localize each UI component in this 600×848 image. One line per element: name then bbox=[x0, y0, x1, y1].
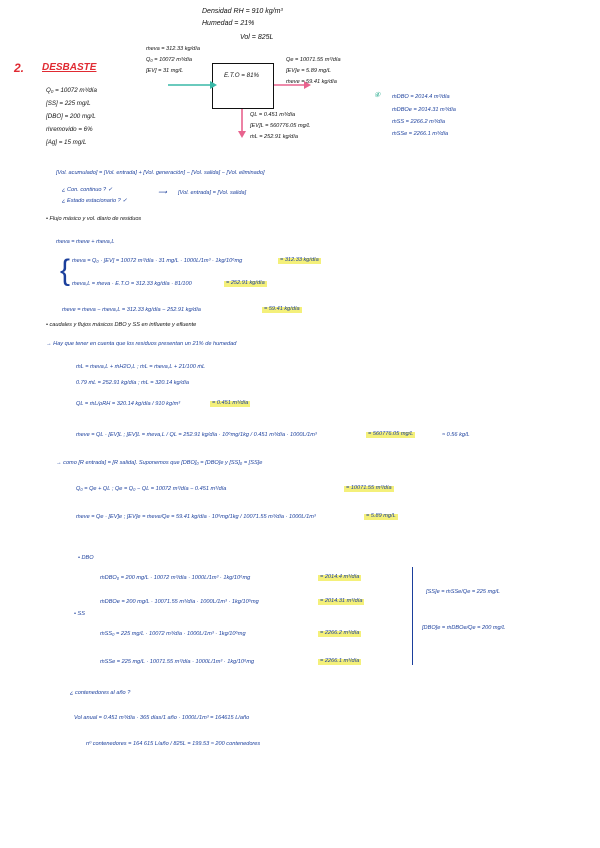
results-marker: ④ bbox=[374, 92, 381, 99]
dbo-influent-result: = 2014.4 m³/día bbox=[320, 574, 360, 580]
dbo-effluent-result: = 2014.31 m³/día bbox=[320, 598, 363, 604]
mass-eq-3: ṁeva,L = ṁeva · E.T.O = 312.33 kg/día · 81/100 bbox=[72, 281, 192, 287]
diagram-down-2: [EV]L = 560776.05 mg/L bbox=[250, 123, 311, 129]
ss-effluent-result: = 2266.1 m³/día bbox=[320, 658, 360, 664]
result-ss0: ṁSS = 2266.2 m³/día bbox=[392, 119, 446, 125]
diagram-in-2: Q₀ = 10072 m³/día bbox=[146, 57, 193, 63]
process-efficiency: E.T.O = 81% bbox=[224, 72, 260, 79]
dbo-effluent-conc: [DBO]e = ṁDBOe/Qe = 200 mg/L bbox=[422, 625, 506, 631]
containers-count-eq: nº contenedores = 164 615 L/año / 825L = 199.53 ≈ 200 contenedores bbox=[86, 741, 261, 747]
effluent-flow-eq: Q₀ = Qe + QL ; Qe = Q₀ − QL = 10072 m³/día − 0.451 m³/día bbox=[76, 486, 227, 492]
side-divider bbox=[412, 567, 413, 665]
diagram-down-1: QL = 0.451 m³/día bbox=[250, 112, 296, 118]
volume-note: Vol = 825L bbox=[240, 34, 274, 41]
bullet-caudales: • caudales y flujos másicos DBO y SS en influente y efluente bbox=[46, 322, 197, 328]
input-removed: ṁremovido = 6% bbox=[46, 126, 93, 133]
dbo-label: • DBO bbox=[78, 555, 94, 561]
sludge-flow-eq: QL = ṁL/ρRH = 320.14 kg/día / 910 kg/m³ bbox=[76, 401, 181, 407]
mass-eq-4: ṁeve = ṁeva − ṁeva,L = 312.33 kg/día − 252.91 kg/día bbox=[62, 307, 201, 313]
input-ss: [SS] = 225 mg/L bbox=[46, 100, 91, 107]
input-ag: [Ag] = 15 mg/L bbox=[46, 139, 87, 146]
humidity-note-line: → Hay que tener en cuenta que los residuos presentan un 21% de humedad bbox=[46, 341, 237, 347]
result-sse: ṁSSe = 2266.1 m³/día bbox=[392, 131, 449, 137]
diagram-out-1: Qe = 10071.55 m³/día bbox=[286, 57, 341, 63]
result-dboe: ṁDBOe = 2014.31 m³/día bbox=[392, 107, 456, 113]
sludge-conc-eq: ṁeve = QL · [EV]L ; [EV]L = ṁeva,L / QL = 252.91 kg/día · 10⁶mg/1kg / 0.451 m³/día · 1000L/1m³ bbox=[76, 432, 317, 438]
balance-arrow: ⟶ bbox=[158, 189, 167, 196]
ss-influent-result: = 2266.2 m³/día bbox=[320, 630, 360, 636]
dbo-effluent-eq: ṁDBOe = 200 mg/L · 10071.55 m³/día · 1000L/1m³ · 1kg/10⁶mg bbox=[100, 599, 259, 605]
assumption-line: → como [R entrada] = [R salida]. Suponemos que [DBO]₀ = [DBO]e y [SS]₀ = [SS]e bbox=[56, 460, 263, 466]
input-dbo: [DBO] = 200 mg/L bbox=[46, 113, 96, 120]
annual-volume-eq: Vol anual = 0.451 m³/día · 365 días/1 año · 1000L/1m³ = 164615 L/año bbox=[74, 715, 250, 721]
mass-eq-1: ṁeva = ṁeve + ṁeva,L bbox=[56, 239, 115, 245]
mass-eq-2-result: = 312.33 kg/día bbox=[280, 257, 319, 263]
sludge-conc-result: = 560776.05 mg/L bbox=[368, 431, 414, 437]
sludge-eq-2: 0.79 ṁL = 252.91 kg/día ; ṁL = 320.14 kg/día bbox=[76, 380, 189, 386]
input-q0: Q₀ = 10072 m³/día bbox=[46, 87, 97, 94]
balance-result: [Vol. entrada] = [Vol. salida] bbox=[178, 190, 247, 196]
balance-equation: [Vol. acumulado] = [Vol. entrada] + [Vol. generación] − [Vol. salida] − [Vol. eliminado] bbox=[56, 170, 265, 176]
question-steady: ¿ Estado estacionario ? ✓ bbox=[62, 198, 128, 204]
diagram-out-3: ṁeve = 59.41 kg/día bbox=[286, 79, 337, 85]
density-note: Densidad RH = 910 kg/m³ bbox=[202, 8, 283, 15]
mass-brace: { bbox=[60, 254, 71, 287]
effluent-flow-result: = 10071.55 m³/día bbox=[346, 485, 392, 491]
ss-label: • SS bbox=[74, 611, 85, 617]
bullet-flows: • Flujo másico y vol. diario de residuos bbox=[46, 216, 142, 222]
sludge-flow-result: = 0.451 m³/día bbox=[212, 400, 249, 406]
dbo-influent-eq: ṁDBO₀ = 200 mg/L · 10072 m³/día · 1000L/1m³ · 1kg/10⁶mg bbox=[100, 575, 251, 581]
sludge-conc-approx: ≈ 0.56 kg/L bbox=[442, 432, 470, 438]
containers-question: ¿ contenedores al año ? bbox=[70, 690, 131, 696]
diagram-out-2: [EV]e = 5.89 mg/L bbox=[286, 68, 331, 74]
diagram-down-3: ṁL = 252.91 kg/día bbox=[250, 134, 298, 140]
effluent-conc-eq: ṁeve = Qe · [EV]e ; [EV]e = ṁeve/Qe = 59.41 kg/día · 10⁶mg/1kg / 10071.55 m³/día · 1000L/1m³ bbox=[76, 514, 316, 520]
effluent-conc-result: = 5.89 mg/L bbox=[366, 513, 396, 519]
mass-eq-3-result: = 252.91 kg/día bbox=[226, 280, 265, 286]
mass-eq-2: ṁeva = Q₀ · [EV] = 10072 m³/día · 31 mg/L · 1000L/1m³ · 1kg/10⁶mg bbox=[72, 258, 243, 264]
section-title: DESBASTE bbox=[42, 62, 97, 73]
result-dbo0: ṁDBO = 2014.4 m³/día bbox=[392, 94, 450, 100]
mass-eq-4-result: = 59.41 kg/día bbox=[264, 306, 300, 312]
diagram-in-3: [EV] = 31 mg/L bbox=[146, 68, 184, 74]
question-continuous: ¿ Con. continuo ? ✓ bbox=[62, 187, 113, 193]
ss-effluent-eq: ṁSSe = 225 mg/L · 10071.55 m³/día · 1000L/1m³ · 1kg/10⁶mg bbox=[100, 659, 255, 665]
ss-influent-eq: ṁSS₀ = 225 mg/L · 10072 m³/día · 1000L/1m³ · 1kg/10⁶mg bbox=[100, 631, 246, 637]
ss-effluent-conc: [SS]e = ṁSSe/Qe = 225 mg/L bbox=[426, 589, 501, 595]
section-number: 2. bbox=[14, 61, 25, 75]
diagram-in-1: ṁeva = 312.33 kg/día bbox=[146, 46, 200, 52]
humidity-note: Humedad = 21% bbox=[202, 20, 255, 27]
sludge-eq-1: ṁL = ṁeva,L + ṁH2O,L ; ṁL = ṁeva,L + 21/100 ṁL bbox=[76, 364, 206, 370]
